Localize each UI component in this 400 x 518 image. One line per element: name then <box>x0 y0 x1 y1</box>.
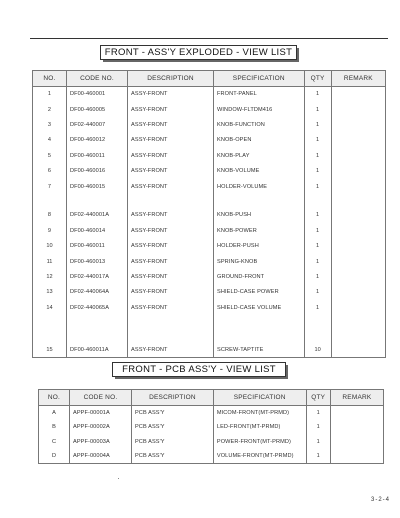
cell-no: 3 <box>33 117 67 132</box>
col-header-description: DESCRIPTION <box>128 71 214 87</box>
cell-remark <box>330 420 383 435</box>
cell-code: DF02-440065A <box>66 300 127 315</box>
top-rule <box>30 38 388 39</box>
table-row <box>33 194 386 208</box>
cell-qty: 1 <box>304 87 331 102</box>
cell-no: 6 <box>33 163 67 178</box>
cell-specification: KNOB-VOLUME <box>214 163 305 178</box>
cell-qty: 1 <box>306 449 330 464</box>
cell-qty: 1 <box>304 148 331 163</box>
cell-code: DF00-460001 <box>66 87 127 102</box>
col-header-code: CODE NO. <box>69 390 131 406</box>
table-row <box>33 208 386 223</box>
cell-qty: 1 <box>304 133 331 148</box>
cell-specification: KNOB-POWER <box>214 223 305 238</box>
cell-no <box>33 315 67 329</box>
cell-description: ASSY-FRONT <box>128 117 214 132</box>
cell-no: A <box>39 406 70 421</box>
table-row <box>39 449 384 464</box>
cell-qty <box>304 315 331 329</box>
cell-description: ASSY-FRONT <box>128 208 214 223</box>
cell-no: 1 <box>33 87 67 102</box>
cell-no <box>33 194 67 208</box>
cell-code: DF00-460016 <box>66 163 127 178</box>
cell-code: DF02-440017A <box>66 269 127 284</box>
cell-code: APPF-00004A <box>69 449 131 464</box>
cell-description: ASSY-FRONT <box>128 239 214 254</box>
cell-qty: 1 <box>306 420 330 435</box>
cell-no: 4 <box>33 133 67 148</box>
cell-description: ASSY-FRONT <box>128 87 214 102</box>
cell-code: DF00-460013 <box>66 254 127 269</box>
cell-description: PCB ASS'Y <box>131 449 213 464</box>
table-row <box>33 117 386 132</box>
cell-description: ASSY-FRONT <box>128 179 214 194</box>
table-row <box>33 315 386 329</box>
cell-description: ASSY-FRONT <box>128 300 214 315</box>
cell-qty: 1 <box>304 117 331 132</box>
cell-specification: FRONT-PANEL <box>214 87 305 102</box>
cell-code: DF02-440001A <box>66 208 127 223</box>
cell-remark <box>331 133 385 148</box>
exploded-view-table <box>32 70 386 358</box>
table-row <box>33 179 386 194</box>
cell-specification: LED-FRONT(MT-PRMD) <box>213 420 306 435</box>
cell-qty: 1 <box>306 406 330 421</box>
cell-specification: HOLDER-PUSH <box>214 239 305 254</box>
cell-no: 12 <box>33 269 67 284</box>
cell-code: APPF-00003A <box>69 435 131 450</box>
cell-description <box>128 194 214 208</box>
table-row <box>33 87 386 102</box>
cell-specification: SPRING-KNOB <box>214 254 305 269</box>
cell-description: ASSY-FRONT <box>128 148 214 163</box>
col-header-specification: SPECIFICATION <box>214 71 305 87</box>
cell-remark <box>331 163 385 178</box>
table-row <box>33 269 386 284</box>
cell-no: 2 <box>33 102 67 117</box>
table-row <box>33 102 386 117</box>
cell-qty: 1 <box>306 435 330 450</box>
cell-specification: HOLDER-VOLUME <box>214 179 305 194</box>
cell-qty: 10 <box>304 342 331 357</box>
cell-qty: 1 <box>304 163 331 178</box>
col-header-description: DESCRIPTION <box>131 390 213 406</box>
cell-no: 8 <box>33 208 67 223</box>
cell-code: DF02-440064A <box>66 285 127 300</box>
cell-description: ASSY-FRONT <box>128 254 214 269</box>
cell-description: ASSY-FRONT <box>128 163 214 178</box>
cell-remark <box>331 148 385 163</box>
cell-description: ASSY-FRONT <box>128 285 214 300</box>
cell-remark <box>331 194 385 208</box>
cell-specification: KNOB-PLAY <box>214 148 305 163</box>
pcb-view-table <box>38 389 384 464</box>
table-row <box>33 148 386 163</box>
col-header-qty: QTY <box>306 390 330 406</box>
table-row <box>39 406 384 421</box>
cell-remark <box>331 179 385 194</box>
table-row <box>33 133 386 148</box>
col-header-qty: QTY <box>304 71 331 87</box>
stray-mark <box>118 478 119 479</box>
cell-code: DF00-460005 <box>66 102 127 117</box>
col-header-no: NO. <box>39 390 70 406</box>
col-header-no: NO. <box>33 71 67 87</box>
cell-specification <box>214 315 305 329</box>
table-row <box>33 285 386 300</box>
cell-remark <box>330 449 383 464</box>
cell-specification: KNOB-OPEN <box>214 133 305 148</box>
cell-description: PCB ASS'Y <box>131 435 213 450</box>
cell-code: DF00-460011 <box>66 148 127 163</box>
cell-specification <box>214 329 305 343</box>
cell-qty: 1 <box>304 254 331 269</box>
cell-qty <box>304 329 331 343</box>
cell-code: APPF-00001A <box>69 406 131 421</box>
cell-qty: 1 <box>304 300 331 315</box>
page-number: 3-2-4 <box>370 497 390 503</box>
cell-no <box>33 329 67 343</box>
cell-qty: 1 <box>304 269 331 284</box>
cell-qty: 1 <box>304 102 331 117</box>
cell-code: APPF-00002A <box>69 420 131 435</box>
cell-specification: VOLUME-FRONT(MT-PRMD) <box>213 449 306 464</box>
cell-description <box>128 315 214 329</box>
cell-specification: KNOB-FUNCTION <box>214 117 305 132</box>
cell-code: DF00-460011A <box>66 342 127 357</box>
cell-no: 14 <box>33 300 67 315</box>
cell-description: ASSY-FRONT <box>128 223 214 238</box>
cell-remark <box>330 406 383 421</box>
table-row <box>33 239 386 254</box>
cell-no: D <box>39 449 70 464</box>
cell-no: 15 <box>33 342 67 357</box>
cell-remark <box>331 329 385 343</box>
cell-specification: SHIELD-CASE POWER <box>214 285 305 300</box>
cell-code <box>66 194 127 208</box>
cell-code: DF00-460015 <box>66 179 127 194</box>
cell-no: 11 <box>33 254 67 269</box>
cell-remark <box>331 300 385 315</box>
table-row <box>39 435 384 450</box>
cell-specification: MICOM-FRONT(MT-PRMD) <box>213 406 306 421</box>
cell-remark <box>331 254 385 269</box>
cell-remark <box>331 285 385 300</box>
table-row <box>33 342 386 357</box>
pcb-view-title: FRONT - PCB ASS'Y - VIEW LIST <box>112 362 286 377</box>
col-header-specification: SPECIFICATION <box>213 390 306 406</box>
table-row <box>33 300 386 315</box>
cell-description <box>128 329 214 343</box>
col-header-remark: REMARK <box>330 390 383 406</box>
col-header-code: CODE NO. <box>66 71 127 87</box>
cell-qty: 1 <box>304 223 331 238</box>
cell-specification: KNOB-PUSH <box>214 208 305 223</box>
cell-remark <box>331 269 385 284</box>
cell-code: DF00-460014 <box>66 223 127 238</box>
cell-no: 10 <box>33 239 67 254</box>
cell-code: DF00-460012 <box>66 133 127 148</box>
cell-specification: WINDOW-FLTDM416 <box>214 102 305 117</box>
cell-specification <box>214 194 305 208</box>
cell-description: ASSY-FRONT <box>128 133 214 148</box>
table-row <box>33 329 386 343</box>
cell-remark <box>331 239 385 254</box>
cell-description: ASSY-FRONT <box>128 102 214 117</box>
cell-no: 5 <box>33 148 67 163</box>
table-row <box>33 223 386 238</box>
cell-remark <box>331 87 385 102</box>
cell-qty <box>304 194 331 208</box>
cell-code <box>66 329 127 343</box>
cell-no: 13 <box>33 285 67 300</box>
cell-remark <box>331 342 385 357</box>
cell-qty: 1 <box>304 285 331 300</box>
cell-specification: SHIELD-CASE VOLUME <box>214 300 305 315</box>
cell-no: B <box>39 420 70 435</box>
cell-specification: SCREW-TAPTITE <box>214 342 305 357</box>
cell-no: 7 <box>33 179 67 194</box>
cell-no: C <box>39 435 70 450</box>
cell-description: PCB ASS'Y <box>131 420 213 435</box>
cell-remark <box>330 435 383 450</box>
cell-remark <box>331 208 385 223</box>
cell-specification: POWER-FRONT(MT-PRMD) <box>213 435 306 450</box>
table-row <box>33 254 386 269</box>
table-row <box>33 163 386 178</box>
cell-code <box>66 315 127 329</box>
cell-remark <box>331 223 385 238</box>
cell-code: DF02-440007 <box>66 117 127 132</box>
cell-qty: 1 <box>304 179 331 194</box>
cell-specification: GROUND-FRONT <box>214 269 305 284</box>
cell-no: 9 <box>33 223 67 238</box>
cell-qty: 1 <box>304 239 331 254</box>
cell-remark <box>331 315 385 329</box>
cell-description: ASSY-FRONT <box>128 269 214 284</box>
table-row <box>39 420 384 435</box>
cell-remark <box>331 117 385 132</box>
cell-description: PCB ASS'Y <box>131 406 213 421</box>
cell-description: ASSY-FRONT <box>128 342 214 357</box>
cell-qty: 1 <box>304 208 331 223</box>
col-header-remark: REMARK <box>331 71 385 87</box>
cell-remark <box>331 102 385 117</box>
cell-code: DF00-460011 <box>66 239 127 254</box>
exploded-view-title: FRONT - ASS'Y EXPLODED - VIEW LIST <box>100 45 297 60</box>
